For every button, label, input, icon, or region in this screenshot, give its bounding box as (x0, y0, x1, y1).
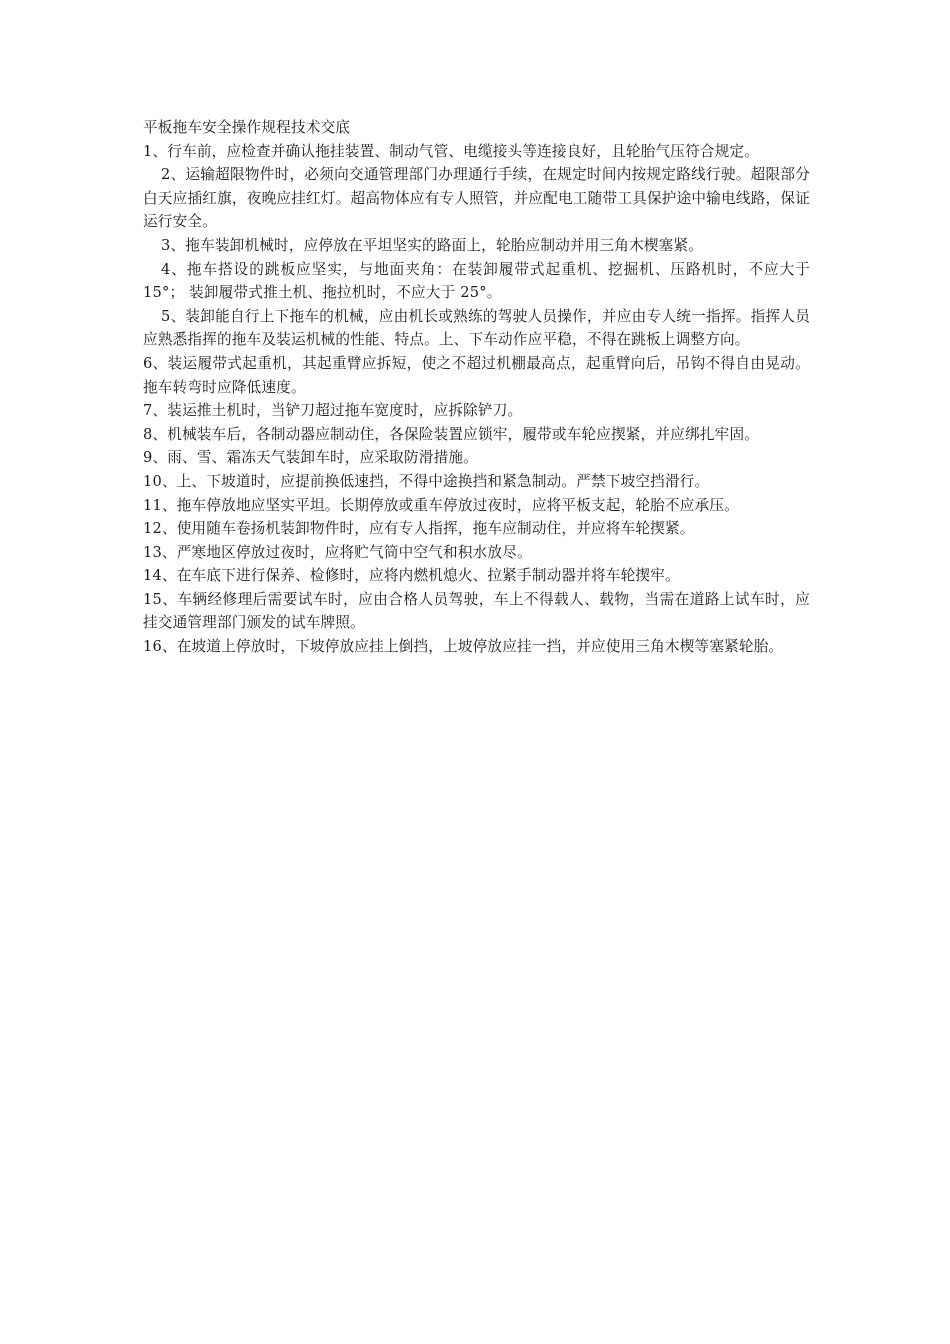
paragraph-item-3: 3、拖车装卸机械时，应停放在平坦坚实的路面上，轮胎应制动并用三角木楔塞紧。 (161, 236, 704, 254)
paragraph-item-5: 5、装卸能自行上下拖车的机械，应由机长或熟练的驾驶人员操作，并应由专人统一指挥。指挥人员应熟悉指挥的拖车及装运机械的性能、特点。上、下车动作应平稳，不得在跳板上调整方向。 (143, 307, 810, 349)
paragraph-item-4: 4、拖车搭设的跳板应坚实，与地面夹角：在装卸履带式起重机、挖掘机、压路机时，不应大于 15°； 装卸履带式推土机、拖拉机时，不应大于 25°。 (143, 260, 810, 302)
paragraph-item-16: 16、在坡道上停放时，下坡停放应挂上倒挡，上坡停放应挂一挡，并应使用三角木楔等塞紧轮胎。 (143, 638, 784, 656)
paragraph-item-2: 2、运输超限物件时，必须向交通管理部门办理通行手续，在规定时间内按规定路线行驶。超限部分白天应插红旗，夜晚应挂红灯。超高物体应有专人照管，并应配电工随带工具保护途中输电线路，保证运行安全。 (143, 166, 810, 231)
document-body (143, 116, 810, 659)
paragraph-item-8: 8、机械装车后，各制动器应制动住，各保险装置应锁牢，履带或车轮应揳紧，并应绑扎牢固。 (143, 425, 760, 443)
document-title: 平板拖车安全操作规程技术交底 (143, 119, 351, 136)
paragraph-item-1: 1、行车前，应检查并确认拖挂装置、制动气管、电缆接头等连接良好，且轮胎气压符合规定。 (143, 142, 760, 160)
paragraph-item-7: 7、装运推土机时，当铲刀超过拖车宽度时，应拆除铲刀。 (143, 402, 523, 420)
paragraph-item-14: 14、在车底下进行保养、检修时，应将内燃机熄火、拉紧手制动器并将车轮揳牢。 (143, 567, 680, 585)
paragraph-list (143, 140, 810, 659)
paragraph-item-11: 11、拖车停放地应坚实平坦。长期停放或重车停放过夜时，应将平板支起，轮胎不应承压。 (143, 496, 739, 514)
paragraph-item-13: 13、严寒地区停放过夜时，应将贮气筒中空气和积水放尽。 (143, 543, 532, 561)
paragraph-item-10: 10、上、下坡道时，应提前换低速挡，不得中途换挡和紧急制动。严禁下坡空挡滑行。 (143, 472, 710, 490)
paragraph-item-6: 6、装运履带式起重机，其起重臂应拆短，使之不超过机棚最高点，起重臂向后，吊钩不得自由晃动。拖车转弯时应降低速度。 (143, 354, 810, 396)
paragraph-item-9: 9、雨、雪、霜冻天气装卸车时，应采取防滑措施。 (143, 449, 478, 467)
paragraph-item-15: 15、车辆经修理后需要试车时，应由合格人员驾驶，车上不得载人、载物，当需在道路上试车时，应挂交通管理部门颁发的试车牌照。 (143, 590, 810, 632)
paragraph-item-12: 12、使用随车卷扬机装卸物件时，应有专人指挥，拖车应制动住，并应将车轮揳紧。 (143, 520, 695, 538)
